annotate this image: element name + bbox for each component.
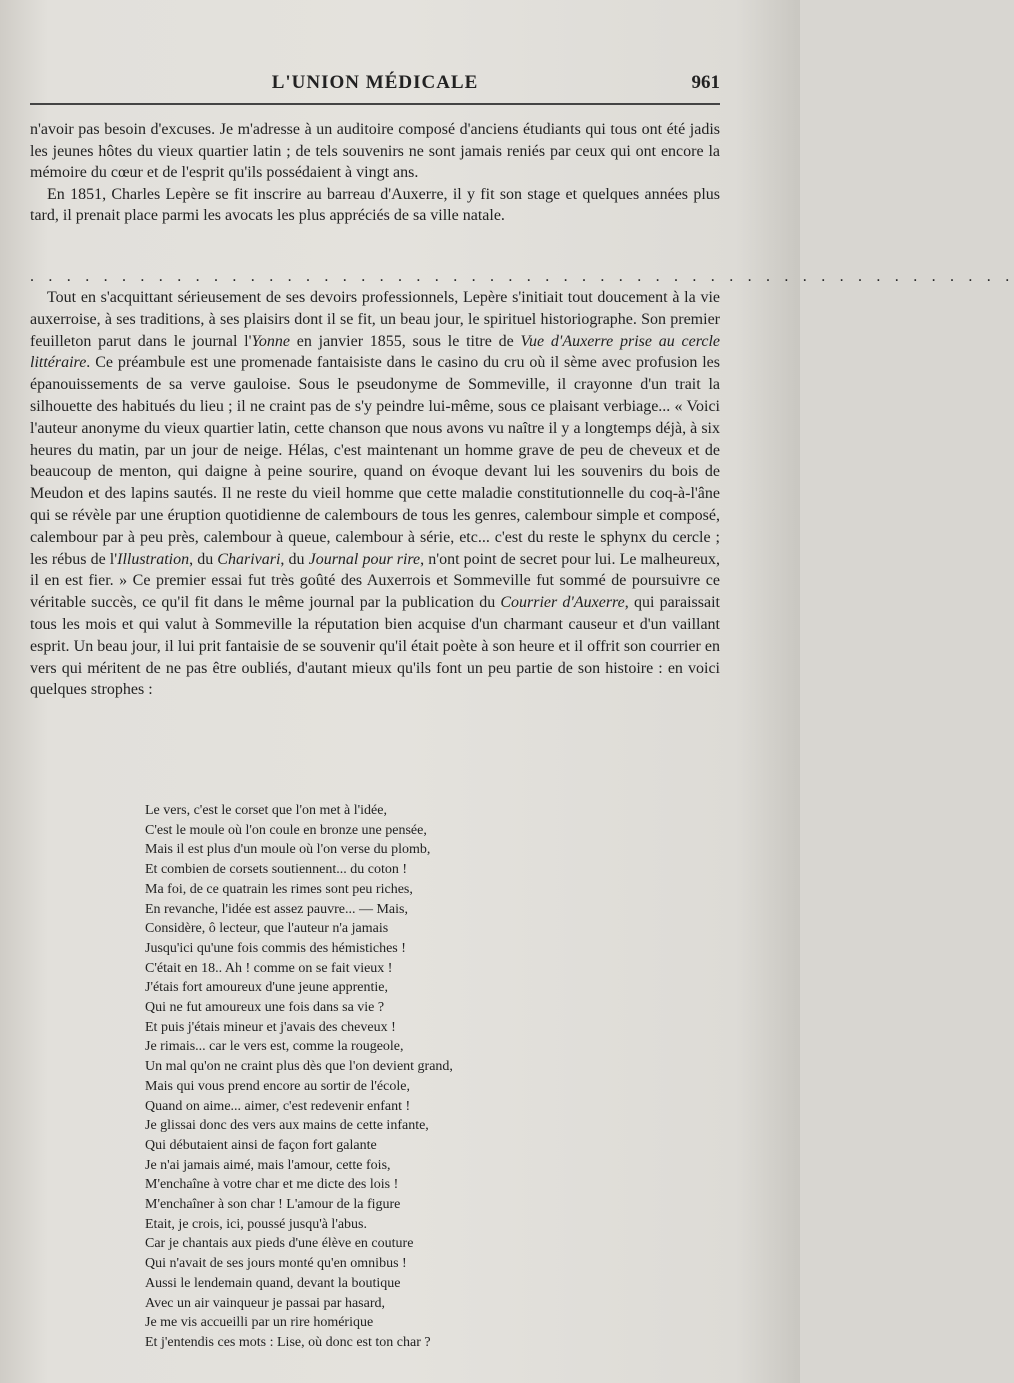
poem-line: Je n'ai jamais aimé, mais l'amour, cette fois, [145,1157,391,1173]
title-courrier-auxerre: Courrier d'Auxerre [500,594,625,612]
poem-line: Mais il est plus d'un moule où l'on verse du plomb, [145,842,431,858]
main-paragraph [30,287,720,701]
poem-line: Je me vis accueilli par un rire homérique [145,1315,374,1331]
header-rule [30,103,720,105]
poem-line: Et j'entendis ces mots : Lise, où donc est ton char ? [145,1334,431,1350]
poem-line: Quand on aime... aimer, c'est redevenir enfant ! [145,1098,411,1114]
intro-paragraph-continuation: n'avoir pas besoin d'excuses. Je m'adresse à un auditoire composé d'anciens étudiants qui tous ont été jadis les jeunes hôtes du vieux quartier latin ; de tels souvenirs ne sont jamais reniés par ceux qui ont encore la mémoire du cœur et de l'esprit qu'ils possédaient à vingt ans. [30,121,720,182]
title-vue-auxerre: Vue d'Auxerre prise au cercle littéraire [30,332,721,372]
main-text-part: en janvier 1855, sous le titre de [290,332,521,350]
poem-line: Avec un air vainqueur je passai par hasard, [145,1295,385,1311]
title-illustration: Illustration [117,550,190,568]
poem-line: Le vers, c'est le corset que l'on met à l'idée, [145,803,387,818]
poem-line: Mais qui vous prend encore au sortir de l'école, [145,1078,410,1094]
poem-line: Je rimais... car le vers est, comme la rougeole, [145,1039,404,1055]
main-text-part: , n'ont point de secret pour lui. Le malheureux, il en est fier. » Ce premier essai fut très goûté des Auxerrois et Sommeville fut sommé de poursuivre ce véritable succès, ce qu'il fit dans le même journal par la publication du [30,550,721,612]
intro-text [30,119,720,227]
main-text-part: Tout en s'acquittant sérieusement de ses devoirs professionnels, Lepère s'initiait tout doucement à la vie auxerroise, à ses traditions, à ses plaisirs dont il se fit, un beau jour, le spirituel historiographe. Son premier feuilleton parut dans le journal l' [30,289,720,350]
poem-line: Aussi le lendemain quand, devant la boutique [145,1275,401,1291]
poem-line: Je glissai donc des vers aux mains de cette infante, [145,1118,429,1134]
main-text-part: , du [280,550,309,568]
title-charivari: Charivari [217,550,281,568]
poem-line: Jusqu'ici qu'une fois commis des hémistiches ! [145,940,406,956]
poem-line: Etait, je crois, ici, poussé jusqu'à l'abus. [145,1216,368,1232]
title-journal-pour-rire: Journal pour rire [308,550,421,568]
main-text-part: . Ce préambule est une promenade fantaisiste dans le casino du cru où il sème avec profusion les épanouissements de sa verve gauloise. Sous le pseudonyme de Sommeville, il crayonne d'un trait la silhouette des habitués du lieu ; il ne craint pas de s'y peindre lui-même, sous ce plaisant verbiage... « Voici l'auteur anonyme du vieux quartier latin, cette chanson que nous avons vu naître il y a longtemps déjà, à six heures du matin, par un jour de neige. Hélas, c'est maintenant un homme grave de peu de cheveux et de beaucoup de menton, qui daigne à peine sourire, quand on évoque devant lui les souvenirs du bois de Meudon et des lapins sautés. Il ne reste du vieil homme que cette maladie constitutionnelle du coq-à-l'âne qui se révèle par une éruption quotidienne de calembours de tous les genres, calembour simple et composé, calembour par à peu près, calembour à queue, calembour à série, etc... c'est du reste le sphynx du cercle ; les rébus de l' [30,354,720,568]
title-yonne: Yonne [251,332,291,350]
poem-line: Qui n'avait de ses jours monté qu'en omnibus ! [145,1256,407,1272]
poem-line: Qui ne fut amoureux une fois dans sa vie ? [145,1000,385,1016]
poem-line: C'est le moule où l'on coule en bronze une pensée, [145,822,427,838]
intro-paragraph-barreau: En 1851, Charles Lepère se fit inscrire au barreau d'Auxerre, il y fit son stage et quelques années plus tard, il prenait place parmi les avocats les plus appréciés de sa ville natale. [30,185,720,225]
ellipsis-separator: . . . . . . . . . . . . . . . . . . . . . . . . . . . . . . . . . . . . . . . . . . . . . . . . . . . . . . [30,268,1014,285]
poem-line: Un mal qu'on ne craint plus dès que l'on devient grand, [145,1059,453,1075]
poem-line: J'étais fort amoureux d'une jeune apprentie, [145,980,388,996]
page-number: 961 [691,72,720,93]
main-text-part: , qui paraissait tous les mois et qui valut à Sommeville la réputation bien acquise d'un charmant causeur et d'un vaillant esprit. Un beau jour, il lui prit fantaisie de se souvenir qu'il était poète à son heure et il offrit son courrier en vers qui méritent de ne pas être oubliés, d'autant mieux qu'ils font un peu partie de son histoire : en voici quelques strophes : [30,594,720,699]
page-header [30,72,720,96]
main-text-part: , du [189,550,218,568]
running-title: L'UNION MÉDICALE [271,72,479,93]
poem-line: En revanche, l'idée est assez pauvre... — Mais, [145,901,408,917]
poem-line: Considère, ô lecteur, que l'auteur n'a jamais [145,921,389,937]
poem-line: Et combien de corsets soutiennent... du coton ! [145,862,408,878]
main-text [30,287,720,701]
poem-line: M'enchaîne à votre char et me dicte des lois ! [145,1177,399,1193]
poem-line: C'était en 18.. Ah ! comme on se fait vieux ! [145,960,393,976]
poem-line: M'enchaîner à son char ! L'amour de la figure [145,1197,401,1213]
poem-line: Ma foi, de ce quatrain les rimes sont peu riches, [145,881,413,897]
poem-line: Et puis j'étais mineur et j'avais des cheveux ! [145,1019,396,1035]
poem-line: Car je chantais aux pieds d'une élève en couture [145,1236,414,1252]
poem-line: Qui débutaient ainsi de façon fort galante [145,1137,377,1153]
poem-block [145,801,705,1353]
